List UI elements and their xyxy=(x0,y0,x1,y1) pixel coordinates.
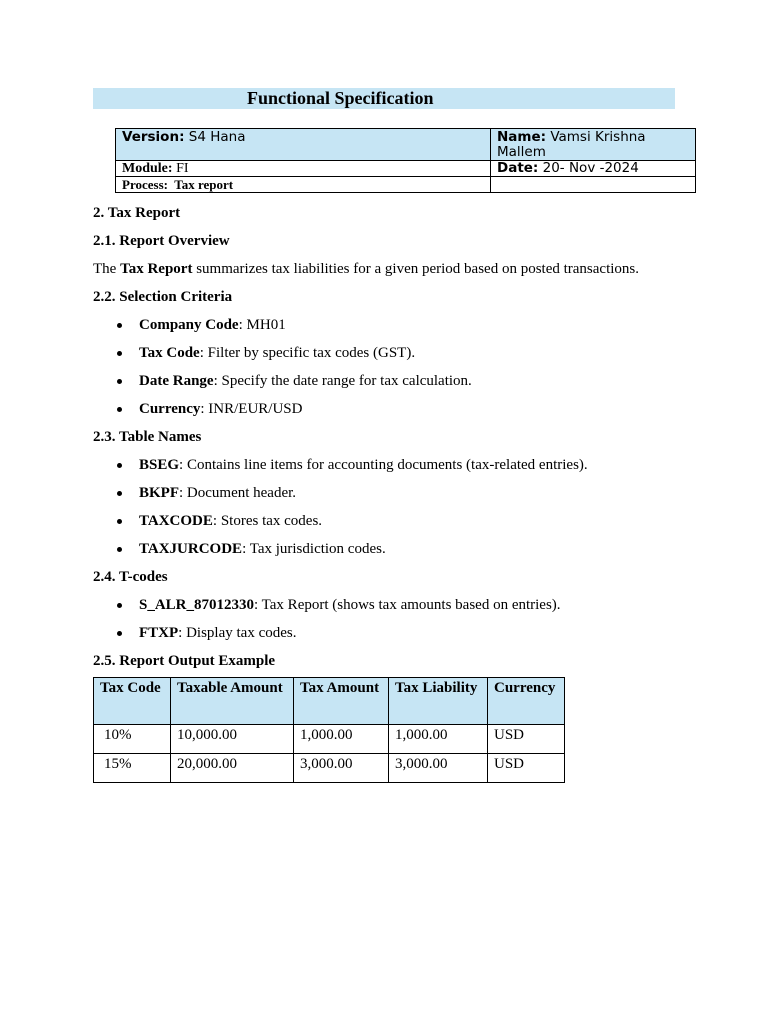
heading-t-codes: 2.4. T-codes xyxy=(93,569,168,585)
table-cell: USD xyxy=(488,754,565,783)
table-cell: 15% xyxy=(94,754,171,783)
bullet-icon xyxy=(117,519,122,524)
list-item xyxy=(93,624,713,652)
list-item-desc: : Specify the date range for tax calculation. xyxy=(213,373,472,389)
module-value: FI xyxy=(172,161,189,176)
table-cell: USD xyxy=(488,725,565,754)
table-cell: 1,000.00 xyxy=(294,725,389,754)
column-header-tax-liability: Tax Liability xyxy=(389,678,488,725)
bullet-icon xyxy=(117,547,122,552)
process-label: Process: xyxy=(122,177,168,192)
list-item-desc: : Document header. xyxy=(179,485,297,501)
list-item xyxy=(93,316,713,344)
list-item-desc: : Display tax codes. xyxy=(178,625,297,641)
list-item-desc: : Stores tax codes. xyxy=(212,513,323,529)
meta-row-module xyxy=(116,161,696,177)
table-header-row xyxy=(94,678,565,725)
process-value: Tax report xyxy=(174,177,234,192)
date-cell xyxy=(491,161,696,177)
heading-selection-criteria: 2.2. Selection Criteria xyxy=(93,289,233,305)
list-item-desc: : Filter by specific tax codes (GST). xyxy=(199,345,416,361)
overview-post: summarizes tax liabilities for a given period based on posted transactions. xyxy=(192,261,640,277)
list-item xyxy=(93,540,713,568)
empty-cell xyxy=(491,177,696,193)
list-item xyxy=(93,372,713,400)
list-item-term: S_ALR_87012330 xyxy=(139,597,255,613)
report-output-table xyxy=(93,677,565,783)
heading-report-overview: 2.1. Report Overview xyxy=(93,233,230,249)
meta-row-process xyxy=(116,177,696,193)
document-body xyxy=(93,204,713,680)
version-cell xyxy=(116,129,491,161)
list-item xyxy=(93,344,713,372)
table-cell: 3,000.00 xyxy=(294,754,389,783)
table-cell: 10,000.00 xyxy=(171,725,294,754)
list-item-term: Tax Code xyxy=(139,345,200,361)
table-row xyxy=(94,725,565,754)
bullet-icon xyxy=(117,351,122,356)
list-item xyxy=(93,484,713,512)
name-label: Name: xyxy=(497,129,547,145)
column-header-tax-code: Tax Code xyxy=(94,678,171,725)
name-value: Vamsi Krishna Mallem xyxy=(497,129,646,160)
date-value: 20- Nov -2024 xyxy=(538,160,639,176)
overview-pre: The xyxy=(93,261,121,277)
column-header-taxable-amount: Taxable Amount xyxy=(171,678,294,725)
table-cell: 3,000.00 xyxy=(389,754,488,783)
bullet-icon xyxy=(117,463,122,468)
overview-bold: Tax Report xyxy=(120,261,193,277)
date-label: Date: xyxy=(497,160,539,176)
table-cell: 10% xyxy=(94,725,171,754)
list-item-desc: : INR/EUR/USD xyxy=(200,401,303,417)
table-names-list xyxy=(93,456,713,568)
list-item-term: Date Range xyxy=(139,373,214,389)
version-value: S4 Hana xyxy=(184,129,246,145)
list-item-desc: : Tax Report (shows tax amounts based on entries). xyxy=(254,597,561,613)
t-codes-list xyxy=(93,596,713,652)
bullet-icon xyxy=(117,603,122,608)
list-item-term: FTXP xyxy=(139,625,179,641)
list-item xyxy=(93,596,713,624)
list-item xyxy=(93,512,713,540)
table-cell: 1,000.00 xyxy=(389,725,488,754)
list-item xyxy=(93,456,713,484)
bullet-icon xyxy=(117,491,122,496)
overview-paragraph xyxy=(93,260,713,288)
heading-table-names: 2.3. Table Names xyxy=(93,429,202,445)
list-item-term: TAXJURCODE xyxy=(139,541,243,557)
bullet-icon xyxy=(117,631,122,636)
meta-table xyxy=(115,128,696,193)
list-item-term: BKPF xyxy=(139,485,179,501)
list-item-desc: : Contains line items for accounting documents (tax-related entries). xyxy=(179,457,588,473)
process-cell xyxy=(116,177,491,193)
module-label: Module: xyxy=(122,161,173,176)
bullet-icon xyxy=(117,323,122,328)
heading-tax-report: 2. Tax Report xyxy=(93,205,181,221)
list-item-term: TAXCODE xyxy=(139,513,213,529)
page-title: Functional Specification xyxy=(247,88,434,108)
table-cell: 20,000.00 xyxy=(171,754,294,783)
list-item-term: Currency xyxy=(139,401,201,417)
list-item xyxy=(93,400,713,428)
column-header-tax-amount: Tax Amount xyxy=(294,678,389,725)
name-cell xyxy=(491,129,696,161)
list-item-term: BSEG xyxy=(139,457,180,473)
bullet-icon xyxy=(117,379,122,384)
column-header-currency: Currency xyxy=(488,678,565,725)
meta-row-version xyxy=(116,129,696,161)
criteria-list xyxy=(93,316,713,428)
module-cell xyxy=(116,161,491,177)
version-label: Version: xyxy=(122,129,185,145)
bullet-icon xyxy=(117,407,122,412)
list-item-desc: : Tax jurisdiction codes. xyxy=(242,541,386,557)
list-item-term: Company Code xyxy=(139,317,239,333)
table-row xyxy=(94,754,565,783)
list-item-desc: : MH01 xyxy=(238,317,286,333)
heading-report-output-example: 2.5. Report Output Example xyxy=(93,653,276,669)
title-bar xyxy=(93,88,675,109)
